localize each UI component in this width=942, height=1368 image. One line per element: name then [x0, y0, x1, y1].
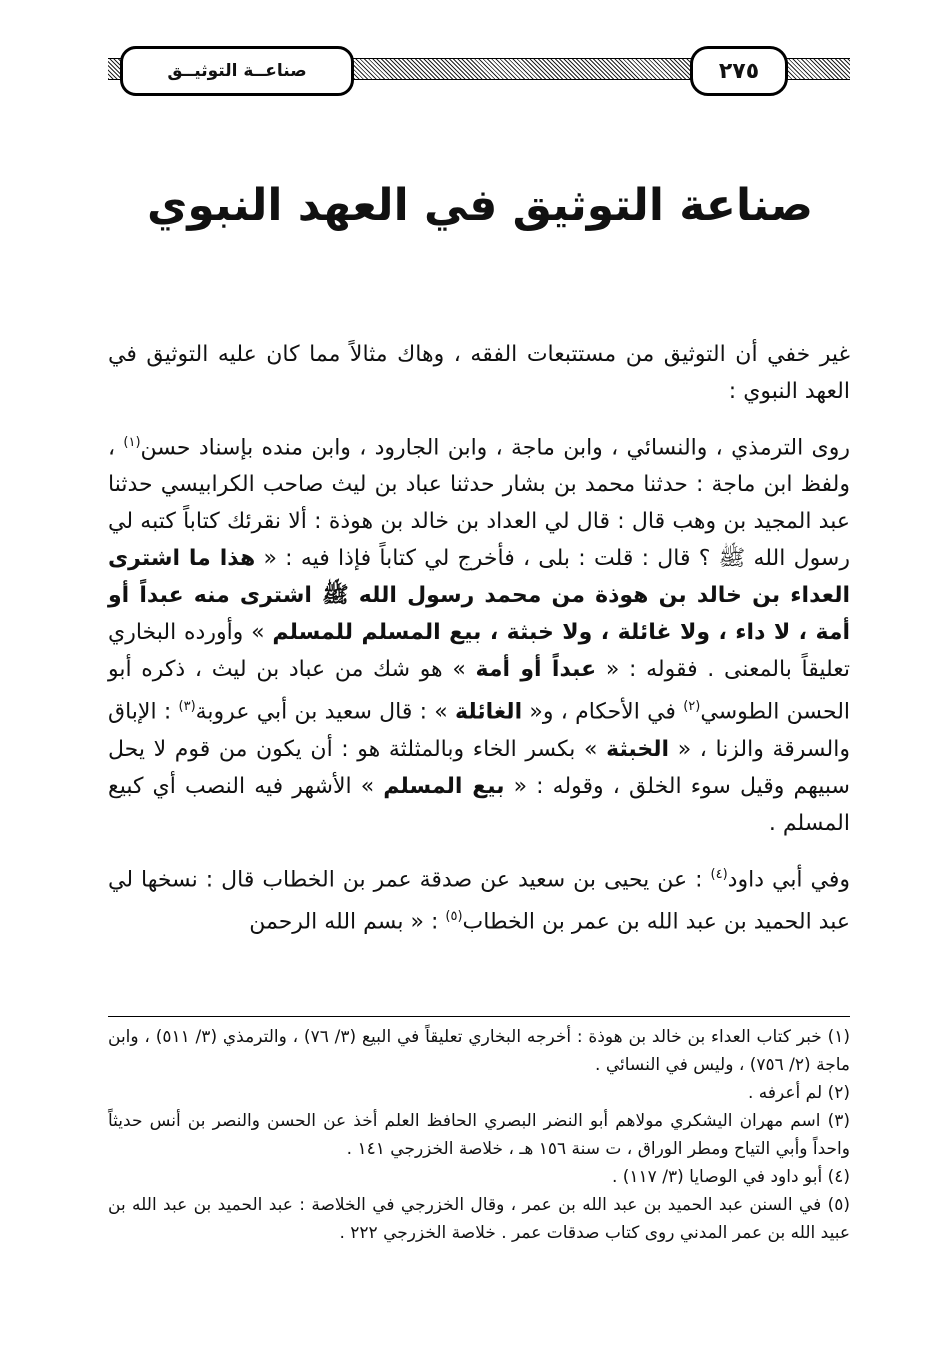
footnote-4: (٤) أبو داود في الوصايا (٣/ ١١٧) .	[611, 1167, 850, 1187]
text-run: » بكسر الخاء وبالمثلثة هو : أن يكون من قوم لا يحل سبيهم وقيل سوء الخلق ، وقوله : «	[108, 736, 850, 799]
text-run: وفي أبي داود	[727, 866, 850, 892]
text-run: : الإباق والسرقة والزنا ، «	[108, 699, 850, 762]
footnote-2: (٢) لم أعرفه .	[747, 1083, 850, 1103]
bold-quote-document: هذا ما اشترى العداء بن خالد بن هوذة من محمد رسول الله ﷺ اشترى منه عبداً أو أمة ، لا داء ، ولا غائلة ، ولا خبثة ، بيع المسلم للمسلم	[108, 546, 851, 646]
text-run: في الأحكام ، و«	[522, 699, 684, 725]
paragraph-abu-dawud	[108, 856, 850, 941]
footnote-ref-1[interactable]: (١)	[123, 435, 141, 450]
footnote-ref-2[interactable]: (٢)	[683, 699, 701, 715]
bold-term-bay-almuslim: بيع المسلم	[383, 773, 505, 799]
bold-term-ghaila: الغائلة	[455, 699, 523, 725]
chapter-title: صناعة التوثيق في العهد النبوي	[147, 180, 813, 231]
footnote-3: (٣) اسم مهران اليشكري مولاهم أبو النضر البصري الحافظ العلم أخذ عن الحسن والنصر بن أنس حديثاً واحداً وأبي التياح ومطر الوراق ، ت سنة ١٥٦ هـ ، خلاصة الخزرجي ١٤١ .	[108, 1111, 850, 1159]
text-run: : « بسم الله الرحمن	[249, 909, 446, 935]
text-run: » وأورده البخاري تعليقاً بالمعنى . فقوله : «	[108, 620, 850, 683]
footnotes	[108, 1016, 850, 1247]
paragraph-intro: غير خفي أن التوثيق من مستتبعات الفقه ، وهاك مثالاً مما كان عليه التوثيق في العهد النبوي :	[108, 342, 850, 404]
running-title: صناعــة التوثيــق	[120, 46, 354, 96]
bold-term-abd-or-ama: عبداً أو أمة	[475, 657, 597, 683]
text-run: : عن يحيى بن سعيد عن صدقة عمر بن الخطاب قال : نسخها لي عبد الحميد بن عبد الله بن عمر بن الخطاب	[108, 866, 850, 935]
page-number: ٢٧٥	[690, 46, 788, 96]
footnote-ref-4[interactable]: (٤)	[710, 866, 728, 882]
footnote-1: (١) خبر كتاب العداء بن خالد بن هوذة : أخرجه البخاري تعليقاً في البيع (٣/ ٧٦) ، والترمذي (٣/ ٥١١) ، وابن ماجة (٢/ ٧٥٦) ، وليس في النسائي .	[108, 1027, 850, 1075]
footnote-ref-5[interactable]: (٥)	[445, 908, 463, 924]
text-run: » : قال سعيد بن أبي عروبة	[195, 699, 456, 725]
paragraph-hadith	[108, 424, 850, 842]
page-header	[108, 40, 850, 96]
text-run: » هو شك من عباد بن ليث ، ذكره أبو الحسن الطوسي	[108, 657, 851, 725]
footnote-ref-3[interactable]: (٣)	[178, 699, 196, 715]
text-run: » الأشهر فيه النصب أي كبيع المسلم .	[108, 773, 850, 836]
footnote-5: (٥) في السنن عبد الحميد بن عبد الله بن عمر ، وقال الخزرجي في الخلاصة : عبد الحميد بن عبد الله بن عبيد الله بن عمر المدني روى كتاب صدقات عمر . خلاصة الخزرجي ٢٢٢ .	[108, 1195, 850, 1243]
bold-term-khibtha: الخبثة	[606, 736, 670, 762]
main-text	[108, 336, 850, 940]
text-run: ، ولفظ ابن ماجة : حدثنا محمد بن بشار حدثنا عباد بن ليث صاحب الكرابيسي حدثنا عبد المجيد بن وهب قال : قال لي العداد بن خالد بن هوذة : ألا نقرئك كتاباً كتبه لي رسول الله ﷺ ؟ قال : قلت : بلى ، فأخرج لي كتاباً فإذا فيه : «	[108, 435, 850, 572]
text-run: روى الترمذي ، والنسائي ، وابن ماجة ، وابن الجارود ، وابن منده بإسناد حسن	[140, 435, 850, 461]
